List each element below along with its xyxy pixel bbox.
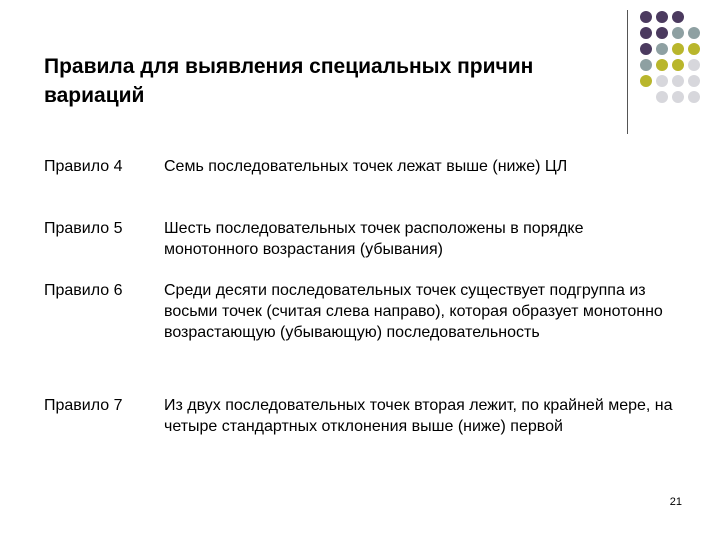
rule-label: Правило 6: [44, 282, 123, 299]
rule-label: Правило 7: [44, 397, 123, 414]
rule-label: Правило 4: [44, 158, 123, 175]
rule-text: Семь последовательных точек лежат выше (ниже) ЦЛ: [164, 158, 568, 175]
rule-text: Среди десяти последовательных точек существует подгруппа из восьми точек (считая слева направо), которая образует монотонно возрастающую (убывающую) последовательность: [164, 282, 663, 341]
slide-title: Правила для выявления специальных причин вариаций: [44, 55, 534, 107]
rule-label: Правило 5: [44, 220, 123, 237]
page-number: 21: [669, 496, 682, 508]
rule-text: Из двух последовательных точек вторая лежит, по крайней мере, на четыре стандартных отклонения выше (ниже) первой: [164, 397, 673, 435]
rule-text: Шесть последовательных точек расположены в порядке монотонного возрастания (убывания): [164, 220, 584, 258]
